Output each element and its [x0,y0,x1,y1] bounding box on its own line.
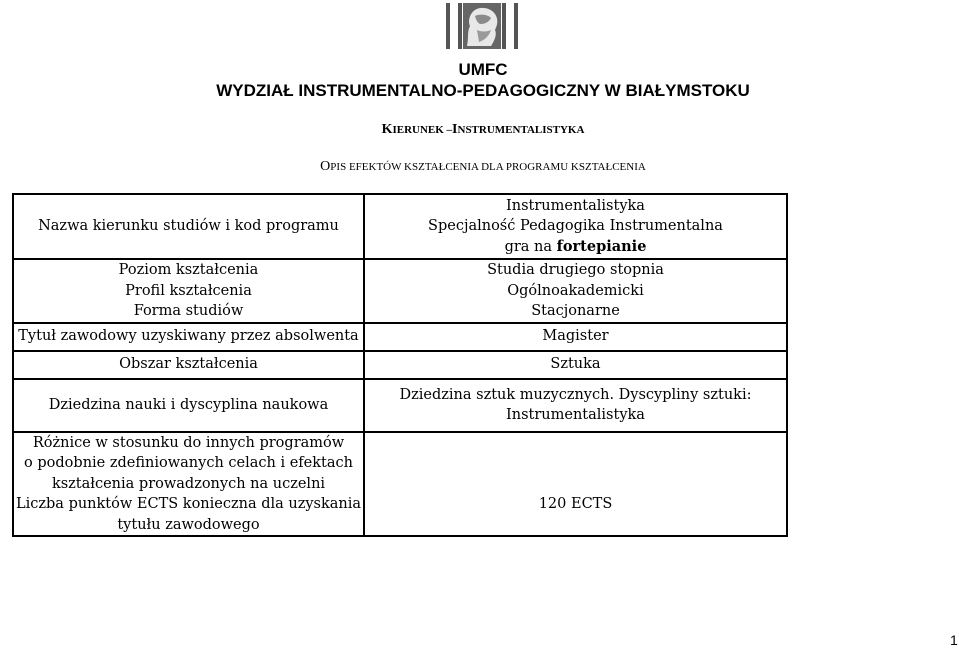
faculty-name: WYDZIAŁ INSTRUMENTALNO-PEDAGOGICZNY W BIAŁYMSTOKU [216,81,750,100]
program-info-table [12,193,788,537]
table-cell-label: Nazwa kierunku studiów i kod programu [13,194,364,259]
table-row [13,323,787,351]
table-cell-label: Obszar kształcenia [13,351,364,379]
table-cell-value: Studia drugiego stopnia Ogólnoakademicki Stacjonarne [364,259,787,323]
school-name: UMFC [458,60,508,79]
umfc-logo-icon [445,2,519,50]
field-of-study-heading: KIERUNEK –INSTRUMENTALISTYKA [381,122,585,137]
table-cell-value: Sztuka [364,351,787,379]
table-row [13,259,787,323]
table-cell-value: Magister [364,323,787,351]
table-cell-value: 120 ECTS [364,432,787,537]
table-cell-value: Instrumentalistyka Specjalność Pedagogika Instrumentalna gra na fortepianie [364,194,787,259]
table-cell-label: Różnice w stosunku do innych programów o podobnie zdefiniowanych celach i efektach kształcenia prowadzonych na uczelni Liczba punktów ECTS konieczna dla uzyskania tytułu zawodowego [13,432,364,537]
table-row [13,432,787,537]
document-subtitle: OPIS EFEKTÓW KSZTAŁCENIA DLA PROGRAMU KSZTAŁCENIA [320,159,646,174]
table-cell-label: Tytuł zawodowy uzyskiwany przez absolwenta [13,323,364,351]
table-row [13,194,787,259]
page-number: 1 [950,632,958,648]
table-cell-value: Dziedzina sztuk muzycznych. Dyscypliny sztuki: Instrumentalistyka [364,379,787,432]
table-cell-label: Dziedzina nauki i dyscyplina naukowa [13,379,364,432]
table-cell-label: Poziom kształcenia Profil kształcenia Forma studiów [13,259,364,323]
table-row [13,351,787,379]
table-row [13,379,787,432]
